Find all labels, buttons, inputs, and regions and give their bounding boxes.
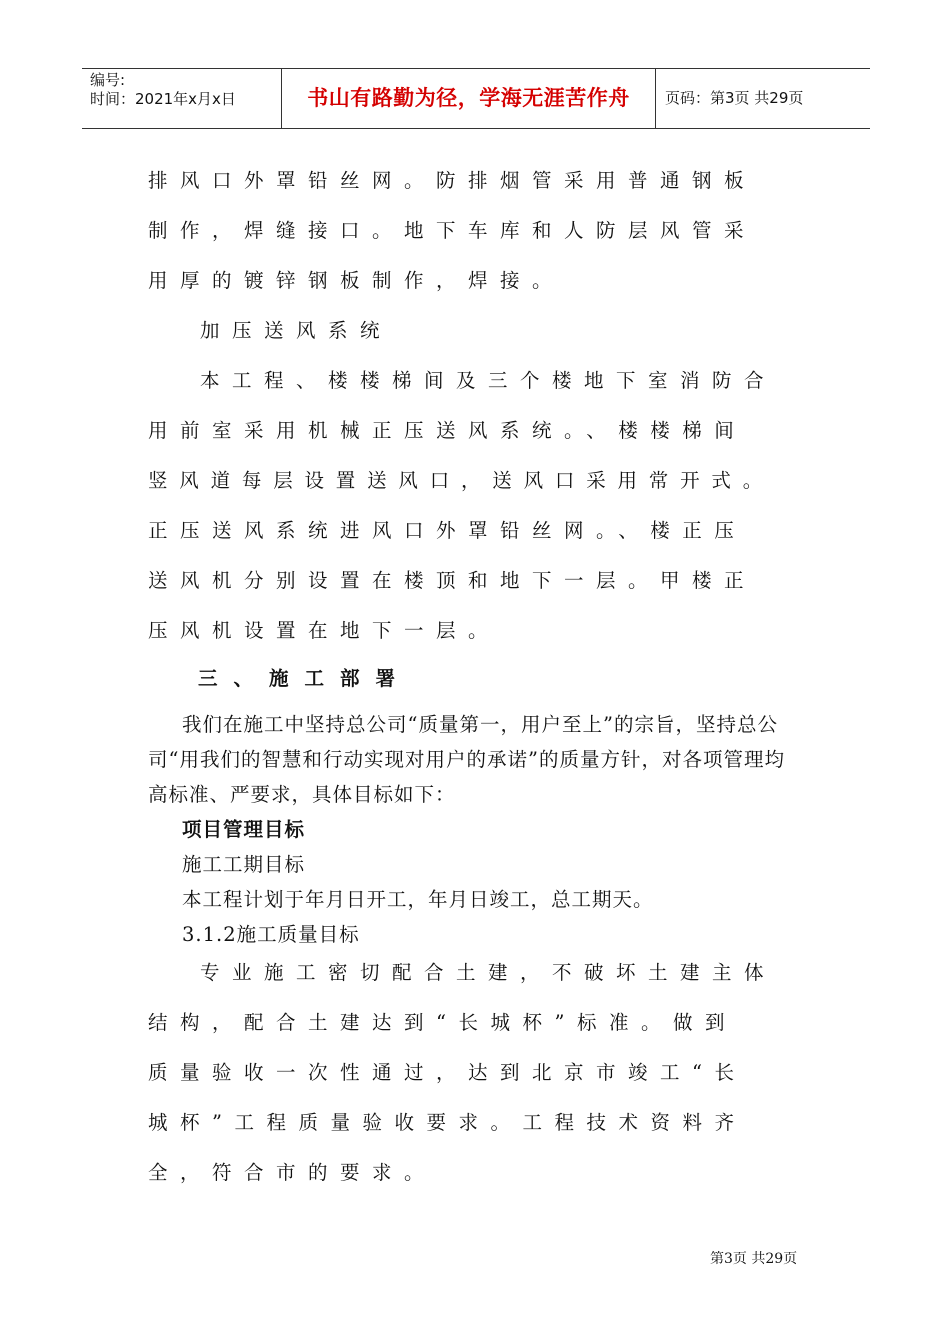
document-date: 时间：2021年x月x日 [90,90,236,108]
body-line: 制作，焊缝接口。地下车库和人防层风管采 [148,219,757,242]
document-number: 编号: [90,71,126,89]
body-line: 竖风道每层设置送风口，送风口采用常开式。 [148,469,775,492]
page-header [82,68,870,129]
body-line: 质量验收一次性通过，达到北京市竣工“长 [148,1061,747,1084]
body-line: 本工程、楼楼梯间及三个楼地下室消防合 [200,369,777,392]
section-heading: 三、施工部署 [198,667,412,690]
body-line: 压风机设置在地下一层。 [148,619,501,642]
body-line: 城杯”工程质量验收要求。工程技术资料齐 [148,1111,747,1134]
header-page-number: 页码：第3页 共29页 [665,89,804,107]
motto: 书山有路勤为径，学海无涯苦作舟 [307,86,630,110]
subheading-quality-goal: 3.1.2施工质量目标 [182,923,360,946]
body-line: 结构，配合土建达到“长城杯”标准。做到 [148,1011,737,1034]
section-subheading: 加压送风系统 [200,319,393,342]
body-line: 用前室采用机械正压送风系统。、楼楼梯间 [148,419,747,442]
header-meta [82,69,282,128]
subheading-project-goals: 项目管理目标 [182,818,306,841]
subheading-schedule-goal: 施工工期目标 [182,853,306,876]
footer-page-number: 第3页 共29页 [710,1251,798,1267]
paragraph-line: 本工程计划于年月日开工，年月日竣工，总工期天。 [182,888,654,911]
body-line: 送风机分别设置在楼顶和地下一层。甲楼正 [148,569,757,592]
body-line: 全，符合市的要求。 [148,1161,437,1184]
paragraph-line: 司“用我们的智慧和行动实现对用户的承诺”的质量方针，对各项管理均 [148,748,785,771]
body-line: 专业施工密切配合土建，不破坏土建主体 [200,961,777,984]
body-line: 用厚的镀锌钢板制作，焊接。 [148,269,565,292]
paragraph-line: 高标准、严要求，具体目标如下： [148,783,456,806]
header-motto-cell [282,69,656,128]
body-line: 正压送风系统进风口外罩铅丝网。、楼正压 [148,519,747,542]
paragraph-line: 我们在施工中坚持总公司“质量第一，用户至上”的宗旨，坚持总公 [182,713,778,736]
body-line: 排风口外罩铅丝网。防排烟管采用普通钢板 [148,169,757,192]
